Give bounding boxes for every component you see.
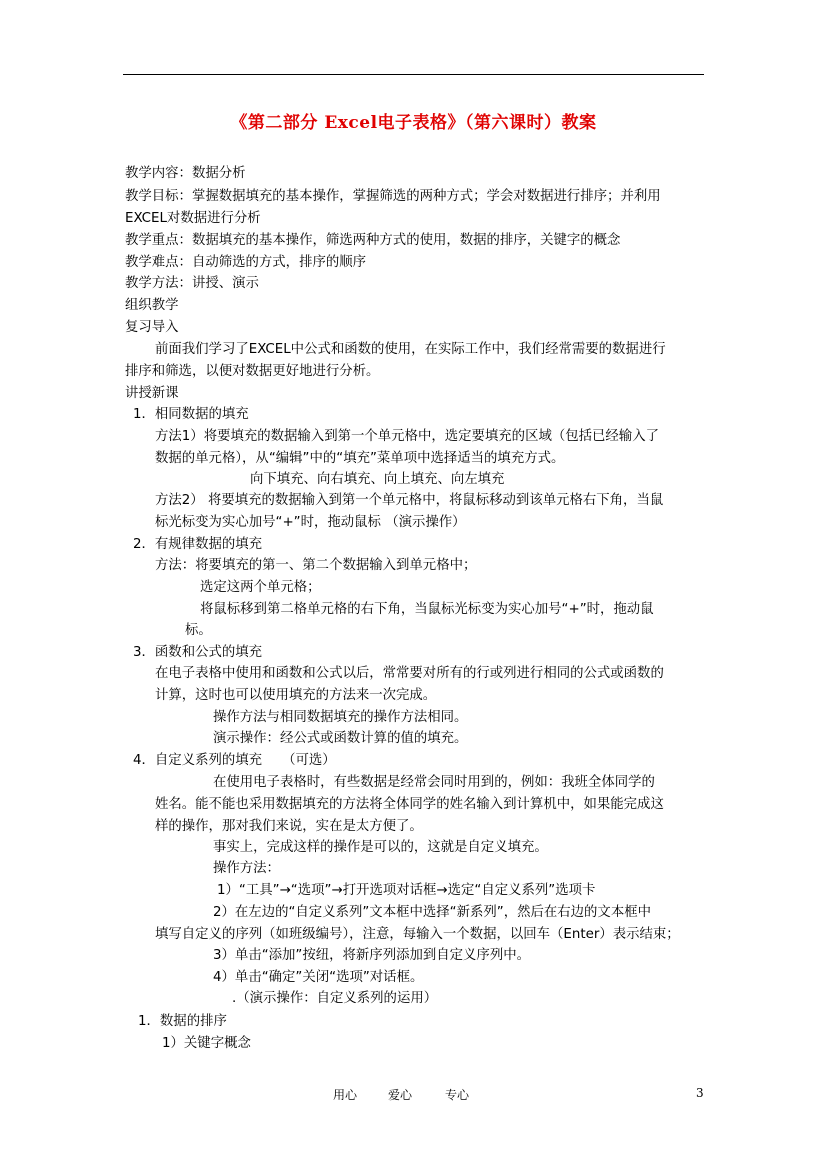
- footer-text: 专心: [445, 1088, 470, 1102]
- text-line: 教学方法：讲授、演示: [125, 276, 259, 291]
- text-line: 4）单击“确定”关闭“选项”对话框。: [213, 970, 424, 985]
- text-line: 1）关键字概念: [162, 1036, 251, 1051]
- footer-text: 用心: [333, 1088, 358, 1102]
- text-line: 教学内容：数据分析: [125, 166, 246, 181]
- text-line: 1．数据的排序: [138, 1014, 227, 1029]
- text-line: 样的操作，那对我们来说，实在是太方便了。: [155, 819, 423, 834]
- text-line: 数据的单元格），从“编辑”中的“填充”菜单项中选择适当的填充方式。: [155, 451, 565, 466]
- text-line: 事实上，完成这样的操作是可以的，这就是自定义填充。: [213, 840, 548, 855]
- text-line: EXCEL对数据进行分析: [125, 211, 261, 226]
- text-line: 教学难点：自动筛选的方式，排序的顺序: [125, 255, 367, 270]
- footer-text: 爱心: [388, 1088, 413, 1102]
- text-line: 标光标变为实心加号“+”时，拖动鼠标 （演示操作）: [155, 515, 466, 530]
- text-line: 填写自定义的序列（如班级编号），注意，每输入一个数据，以回车（Enter）表示结束；: [155, 927, 680, 942]
- text-line: 3）单击“添加”按纽，将新序列添加到自定义序列中。: [213, 948, 530, 963]
- text-line: 姓名。能不能也采用数据填充的方法将全体同学的姓名输入到计算机中，如果能完成这: [155, 797, 664, 812]
- text-line: 操作方法与相同数据填充的操作方法相同。: [213, 710, 468, 725]
- text-line: 4．自定义系列的填充 （可选）: [133, 753, 336, 768]
- text-line: 排序和筛选，以便对数据更好地进行分析。: [125, 364, 380, 379]
- text-line: 复习导入: [125, 320, 179, 335]
- text-line: 1．相同数据的填充: [133, 407, 249, 422]
- text-line: 在使用电子表格时，有些数据是经常会同时用到的，例如：我班全体同学的: [213, 775, 655, 790]
- text-line: 操作方法：: [213, 861, 280, 876]
- text-line: 教学重点：数据填充的基本操作，筛选两种方式的使用，数据的排序，关键字的概念: [125, 233, 621, 248]
- text-line: 在电子表格中使用和函数和公式以后，常常要对所有的行或列进行相同的公式或函数的: [155, 666, 664, 681]
- text-line: 2．有规律数据的填充: [133, 537, 263, 552]
- text-line: 2）在左边的“自定义系列”文本框中选择“新系列”，然后在右边的文本框中: [213, 905, 651, 920]
- text-line: 组织教学: [125, 298, 179, 313]
- text-line: 教学目标：掌握数据填充的基本操作，掌握筛选的两种方式；学会对数据进行排序；并利用: [125, 189, 661, 204]
- text-line: 方法2） 将要填充的数据输入到第一个单元格中，将鼠标移动到该单元格右下角，当鼠: [155, 493, 664, 508]
- text-line: 向下填充、向右填充、向上填充、向左填充: [250, 472, 505, 487]
- text-line: 演示操作：经公式或函数计算的值的填充。: [213, 731, 468, 746]
- document-title: 《第二部分 Excel电子表格》（第六课时）教案: [230, 113, 597, 133]
- text-line: 将鼠标移到第二格单元格的右下角，当鼠标光标变为实心加号“+”时，拖动鼠: [200, 602, 654, 617]
- text-line: 选定这两个单元格；: [200, 580, 321, 595]
- text-line: 3．函数和公式的填充: [133, 645, 263, 660]
- header-rule: [123, 74, 704, 75]
- text-line: 前面我们学习了EXCEL中公式和函数的使用，在实际工作中，我们经常需要的数据进行: [155, 342, 666, 357]
- text-line: 方法1）将要填充的数据输入到第一个单元格中，选定要填充的区域（包括已经输入了: [155, 429, 659, 444]
- text-line: 讲授新课: [125, 386, 179, 401]
- text-line: 1）“工具”→“选项”→打开选项对话框→选定“自定义系列”选项卡: [217, 883, 596, 898]
- text-line: 方法：将要填充的第一、第二个数据输入到单元格中；: [155, 558, 477, 573]
- text-line: 计算，这时也可以使用填充的方法来一次完成。: [155, 688, 437, 703]
- text-line: .（演示操作：自定义系列的运用）: [232, 991, 438, 1006]
- text-line: 标。: [185, 623, 212, 638]
- page-number: 3: [696, 1086, 704, 1100]
